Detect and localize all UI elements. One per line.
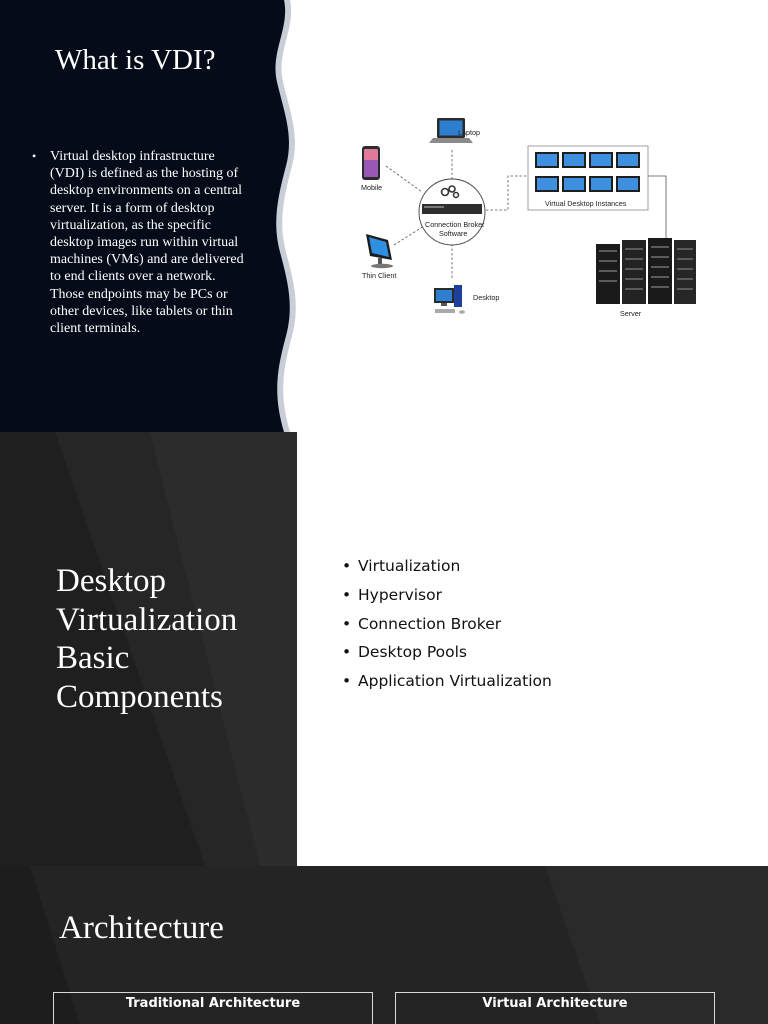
label-instances: Virtual Desktop Instances <box>545 199 627 208</box>
list-item: • Hypervisor <box>342 585 442 604</box>
virtual-architecture-box: Virtual Architecture <box>395 992 715 1024</box>
label-broker-line1: Connection Broker <box>425 220 485 229</box>
desktop-icon <box>434 285 465 314</box>
slide-title: Architecture <box>59 910 224 946</box>
slide-title: What is VDI? <box>55 44 216 76</box>
slide-basic-components <box>0 432 768 866</box>
label-mobile: Mobile <box>361 183 383 192</box>
mobile-icon <box>362 146 380 180</box>
body-text: Virtual desktop infrastructure (VDI) is defined as the hosting of desktop environments on a central server. It is a form of desktop virtualization, as the specific desktop images run within virtual machines (VMs) and are delivered to end clients over a network. Those endpoints may be PCs or other devices, like tablets or thin client terminals. <box>50 149 244 337</box>
label-thin-client: Thin Client <box>362 271 397 280</box>
traditional-architecture-box: Traditional Architecture <box>53 992 373 1024</box>
label-server: Server <box>620 309 642 318</box>
title-panel <box>0 432 297 866</box>
slide-what-is-vdi <box>0 0 768 432</box>
slide-architecture <box>0 866 768 1024</box>
list-item: • Virtualization <box>342 557 461 575</box>
thin-client-icon <box>366 234 393 268</box>
label-broker-line2: Software <box>439 229 468 238</box>
server-connector <box>648 176 666 238</box>
list-item: • Application Virtualization <box>342 672 552 691</box>
label-desktop: Desktop <box>473 293 500 302</box>
component-list <box>342 552 552 696</box>
label-laptop: Laptop <box>458 128 480 137</box>
body-bullet <box>32 148 252 337</box>
list-item: • Desktop Pools <box>342 643 467 662</box>
vdi-diagram <box>352 110 712 330</box>
list-item: • Connection Broker <box>342 614 502 633</box>
slide-title: Desktop Virtualization Basic Components <box>56 563 238 715</box>
server-icon <box>596 238 696 304</box>
bullet-dot: • <box>32 149 37 163</box>
